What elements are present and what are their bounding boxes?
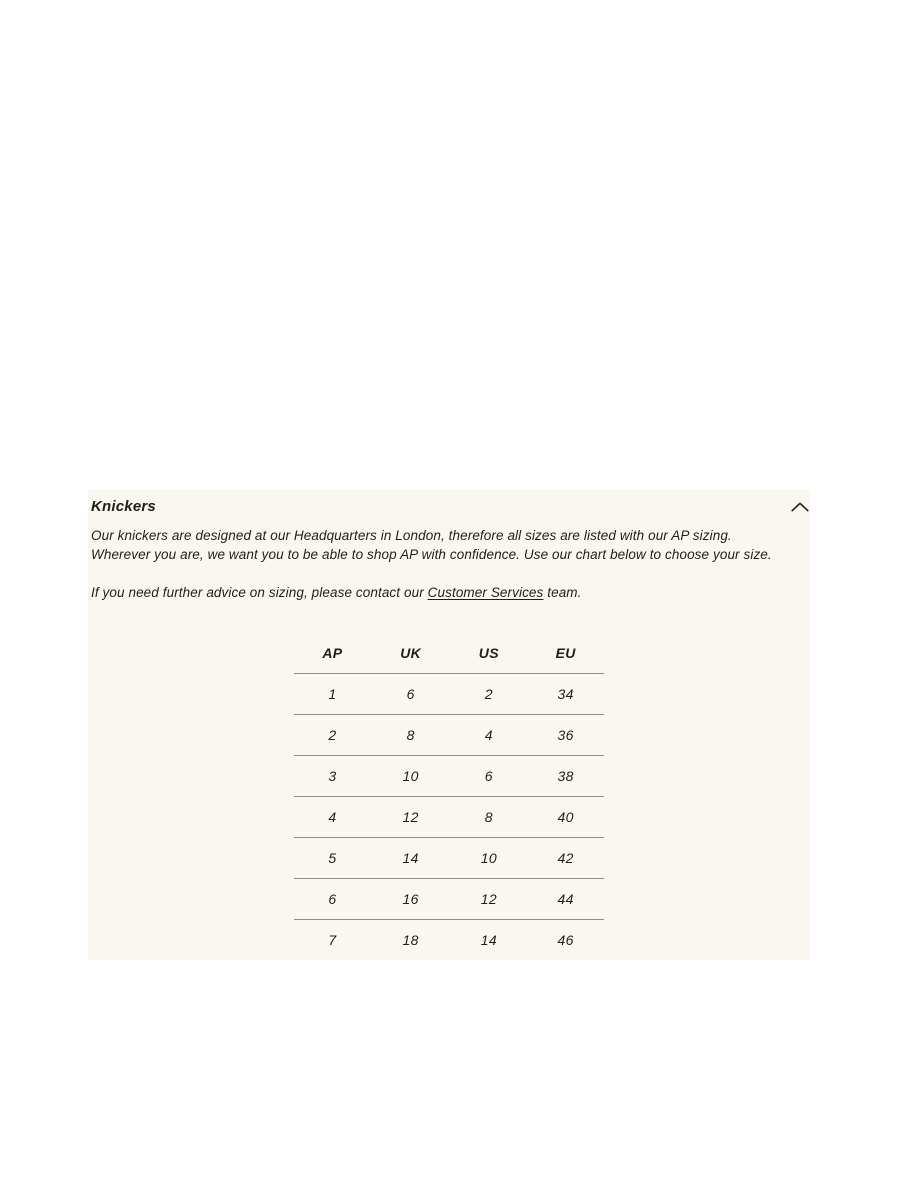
cell-uk: 14: [371, 838, 451, 879]
intro-line-1: Our knickers are designed at our Headquarters in London, therefore all sizes are listed with our AP sizing.: [91, 528, 732, 543]
cell-us: 10: [450, 838, 527, 879]
size-chart-header-row: [294, 645, 604, 674]
table-row: [294, 674, 604, 715]
size-chart-header-eu: EU: [527, 645, 604, 674]
size-chart-header-ap: AP: [294, 645, 371, 674]
size-chart-header-uk: UK: [371, 645, 451, 674]
customer-services-link[interactable]: Customer Services: [427, 585, 544, 600]
cell-us: 2: [450, 674, 527, 715]
table-row: [294, 838, 604, 879]
cell-eu: 38: [527, 756, 604, 797]
table-row: [294, 879, 604, 920]
accordion-header-knickers[interactable]: [91, 498, 809, 516]
contact-text-before: If you need further advice on sizing, please contact our: [91, 585, 428, 600]
cell-ap: 2: [294, 715, 371, 756]
cell-ap: 5: [294, 838, 371, 879]
cell-uk: 6: [371, 674, 451, 715]
cell-ap: 6: [294, 879, 371, 920]
cell-ap: 3: [294, 756, 371, 797]
cell-us: 8: [450, 797, 527, 838]
size-chart-table: [294, 645, 604, 960]
contact-paragraph: [91, 583, 582, 602]
chevron-up-icon: [791, 502, 809, 512]
cell-ap: 1: [294, 674, 371, 715]
cell-us: 4: [450, 715, 527, 756]
knickers-size-guide-section: [88, 490, 810, 960]
cell-eu: 40: [527, 797, 604, 838]
cell-us: 12: [450, 879, 527, 920]
cell-eu: 42: [527, 838, 604, 879]
collapse-section-button[interactable]: [791, 502, 809, 512]
section-title: Knickers: [91, 498, 156, 515]
cell-us: 14: [450, 920, 527, 961]
cell-eu: 44: [527, 879, 604, 920]
size-chart-header-us: US: [450, 645, 527, 674]
cell-uk: 18: [371, 920, 451, 961]
contact-text-after: team.: [543, 585, 582, 600]
cell-uk: 16: [371, 879, 451, 920]
cell-uk: 8: [371, 715, 451, 756]
table-row: [294, 715, 604, 756]
intro-line-2: Wherever you are, we want you to be able to shop AP with confidence. Use our chart below to choose your size.: [91, 547, 772, 562]
intro-paragraph: [91, 526, 772, 564]
cell-uk: 10: [371, 756, 451, 797]
cell-us: 6: [450, 756, 527, 797]
cell-ap: 7: [294, 920, 371, 961]
table-row: [294, 797, 604, 838]
cell-eu: 36: [527, 715, 604, 756]
cell-eu: 34: [527, 674, 604, 715]
cell-uk: 12: [371, 797, 451, 838]
cell-eu: 46: [527, 920, 604, 961]
table-row: [294, 756, 604, 797]
cell-ap: 4: [294, 797, 371, 838]
table-row: [294, 920, 604, 961]
